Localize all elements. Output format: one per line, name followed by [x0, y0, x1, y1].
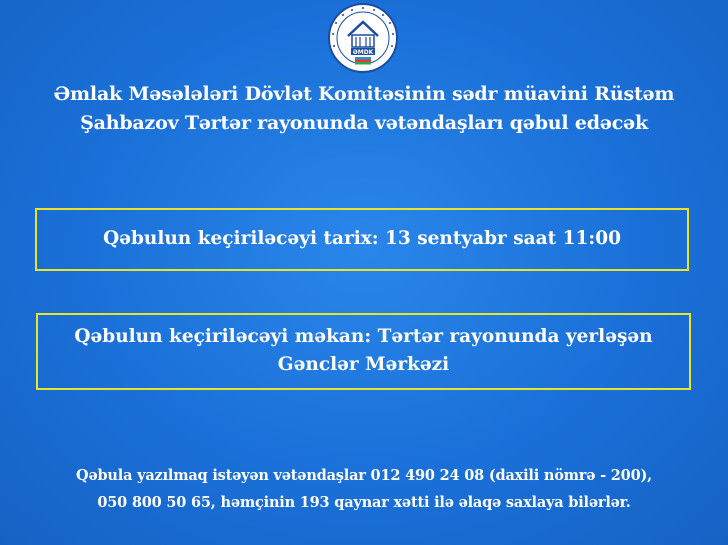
announcement-title [0, 80, 728, 138]
place-box [36, 313, 691, 390]
contact-info [0, 462, 728, 516]
place-line-2: Gənclər Mərkəzi [277, 354, 450, 375]
emdk-logo [324, 2, 402, 74]
emdk-emblem-icon [324, 2, 402, 74]
contact-line-1: Qəbula yazılmaq istəyən vətəndaşlar 012 490 24 08 (daxili nömrə - 200), [76, 467, 652, 484]
place-line-1: Qəbulun keçiriləcəyi məkan: Tərtər rayonunda yerləşən [74, 326, 653, 347]
date-box [35, 208, 689, 271]
logo-abbreviation: ƏMDK [352, 49, 374, 56]
date-text: Qəbulun keçiriləcəyi tarix: 13 sentyabr saat 11:00 [103, 228, 621, 249]
contact-line-2: 050 800 50 65, həmçinin 193 qaynar xətti ilə əlaqə saxlaya bilərlər. [97, 494, 631, 511]
title-line-1: Əmlak Məsələləri Dövlət Komitəsinin sədr müavini Rüstəm [53, 83, 675, 105]
title-line-2: Şahbazov Tərtər rayonunda vətəndaşları qəbul edəcək [80, 112, 648, 134]
